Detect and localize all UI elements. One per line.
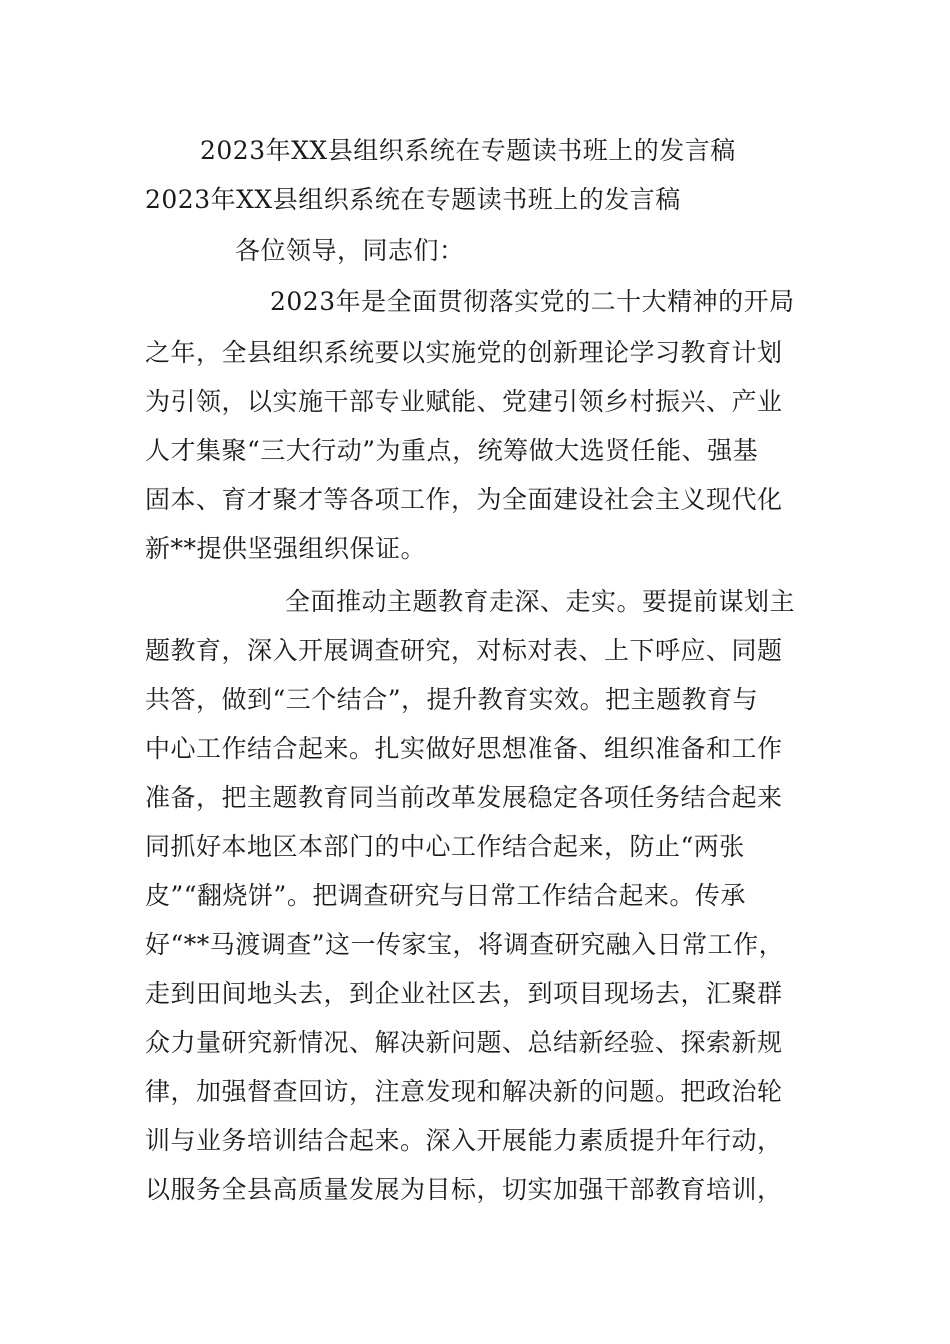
paragraph-1-line: 固本、育才聚才等各项工作，为全面建设社会主义现代化 [145,485,783,514]
paragraph-1-line: 之年，全县组织系统要以实施党的创新理论学习教育计划 [145,338,783,367]
paragraph-2-line: 好“**马渡调查”这一传家宝，将调查研究融入日常工作， [145,930,785,959]
paragraph-1-line: 新**提供坚强组织保证。 [145,534,427,563]
salutation: 各位领导，同志们： [235,236,465,265]
paragraph-1-line: 人才集聚“三大行动”为重点，统筹做大选贤任能、强基 [145,436,759,465]
document-title: 2023年XX县组织系统在专题读书班上的发言稿 [200,136,736,165]
paragraph-2-line: 共答，做到“三个结合”，提升教育实效。把主题教育与 [145,685,759,714]
paragraph-2-line: 全面推动主题教育走深、走实。要提前谋划主 [285,587,796,616]
paragraph-2-line: 皮”“翻烧饼”。把调查研究与日常工作结合起来。传承 [145,881,746,910]
paragraph-2-line: 同抓好本地区本部门的中心工作结合起来，防止“两张 [145,832,745,861]
paragraph-2-line: 题教育，深入开展调查研究，对标对表、上下呼应、同题 [145,636,783,665]
paragraph-2-line: 训与业务培训结合起来。深入开展能力素质提升年行动， [145,1126,783,1155]
paragraph-2-line: 以服务全县高质量发展为目标，切实加强干部教育培训， [145,1175,783,1204]
paragraph-2-line: 律，加强督查回访，注意发现和解决新的问题。把政治轮 [145,1077,783,1106]
paragraph-1-line: 2023年是全面贯彻落实党的二十大精神的开局 [270,287,795,316]
paragraph-2-line: 中心工作结合起来。扎实做好思想准备、组织准备和工作 [145,734,783,763]
paragraph-2-line: 准备，把主题教育同当前改革发展稳定各项任务结合起来 [145,783,783,812]
paragraph-2-line: 走到田间地头去，到企业社区去，到项目现场去，汇聚群 [145,979,783,1008]
document-title-repeat: 2023年XX县组织系统在专题读书班上的发言稿 [145,185,681,214]
paragraph-2-line: 众力量研究新情况、解决新问题、总结新经验、探索新规 [145,1028,783,1057]
paragraph-1-line: 为引领，以实施干部专业赋能、党建引领乡村振兴、产业 [145,387,783,416]
